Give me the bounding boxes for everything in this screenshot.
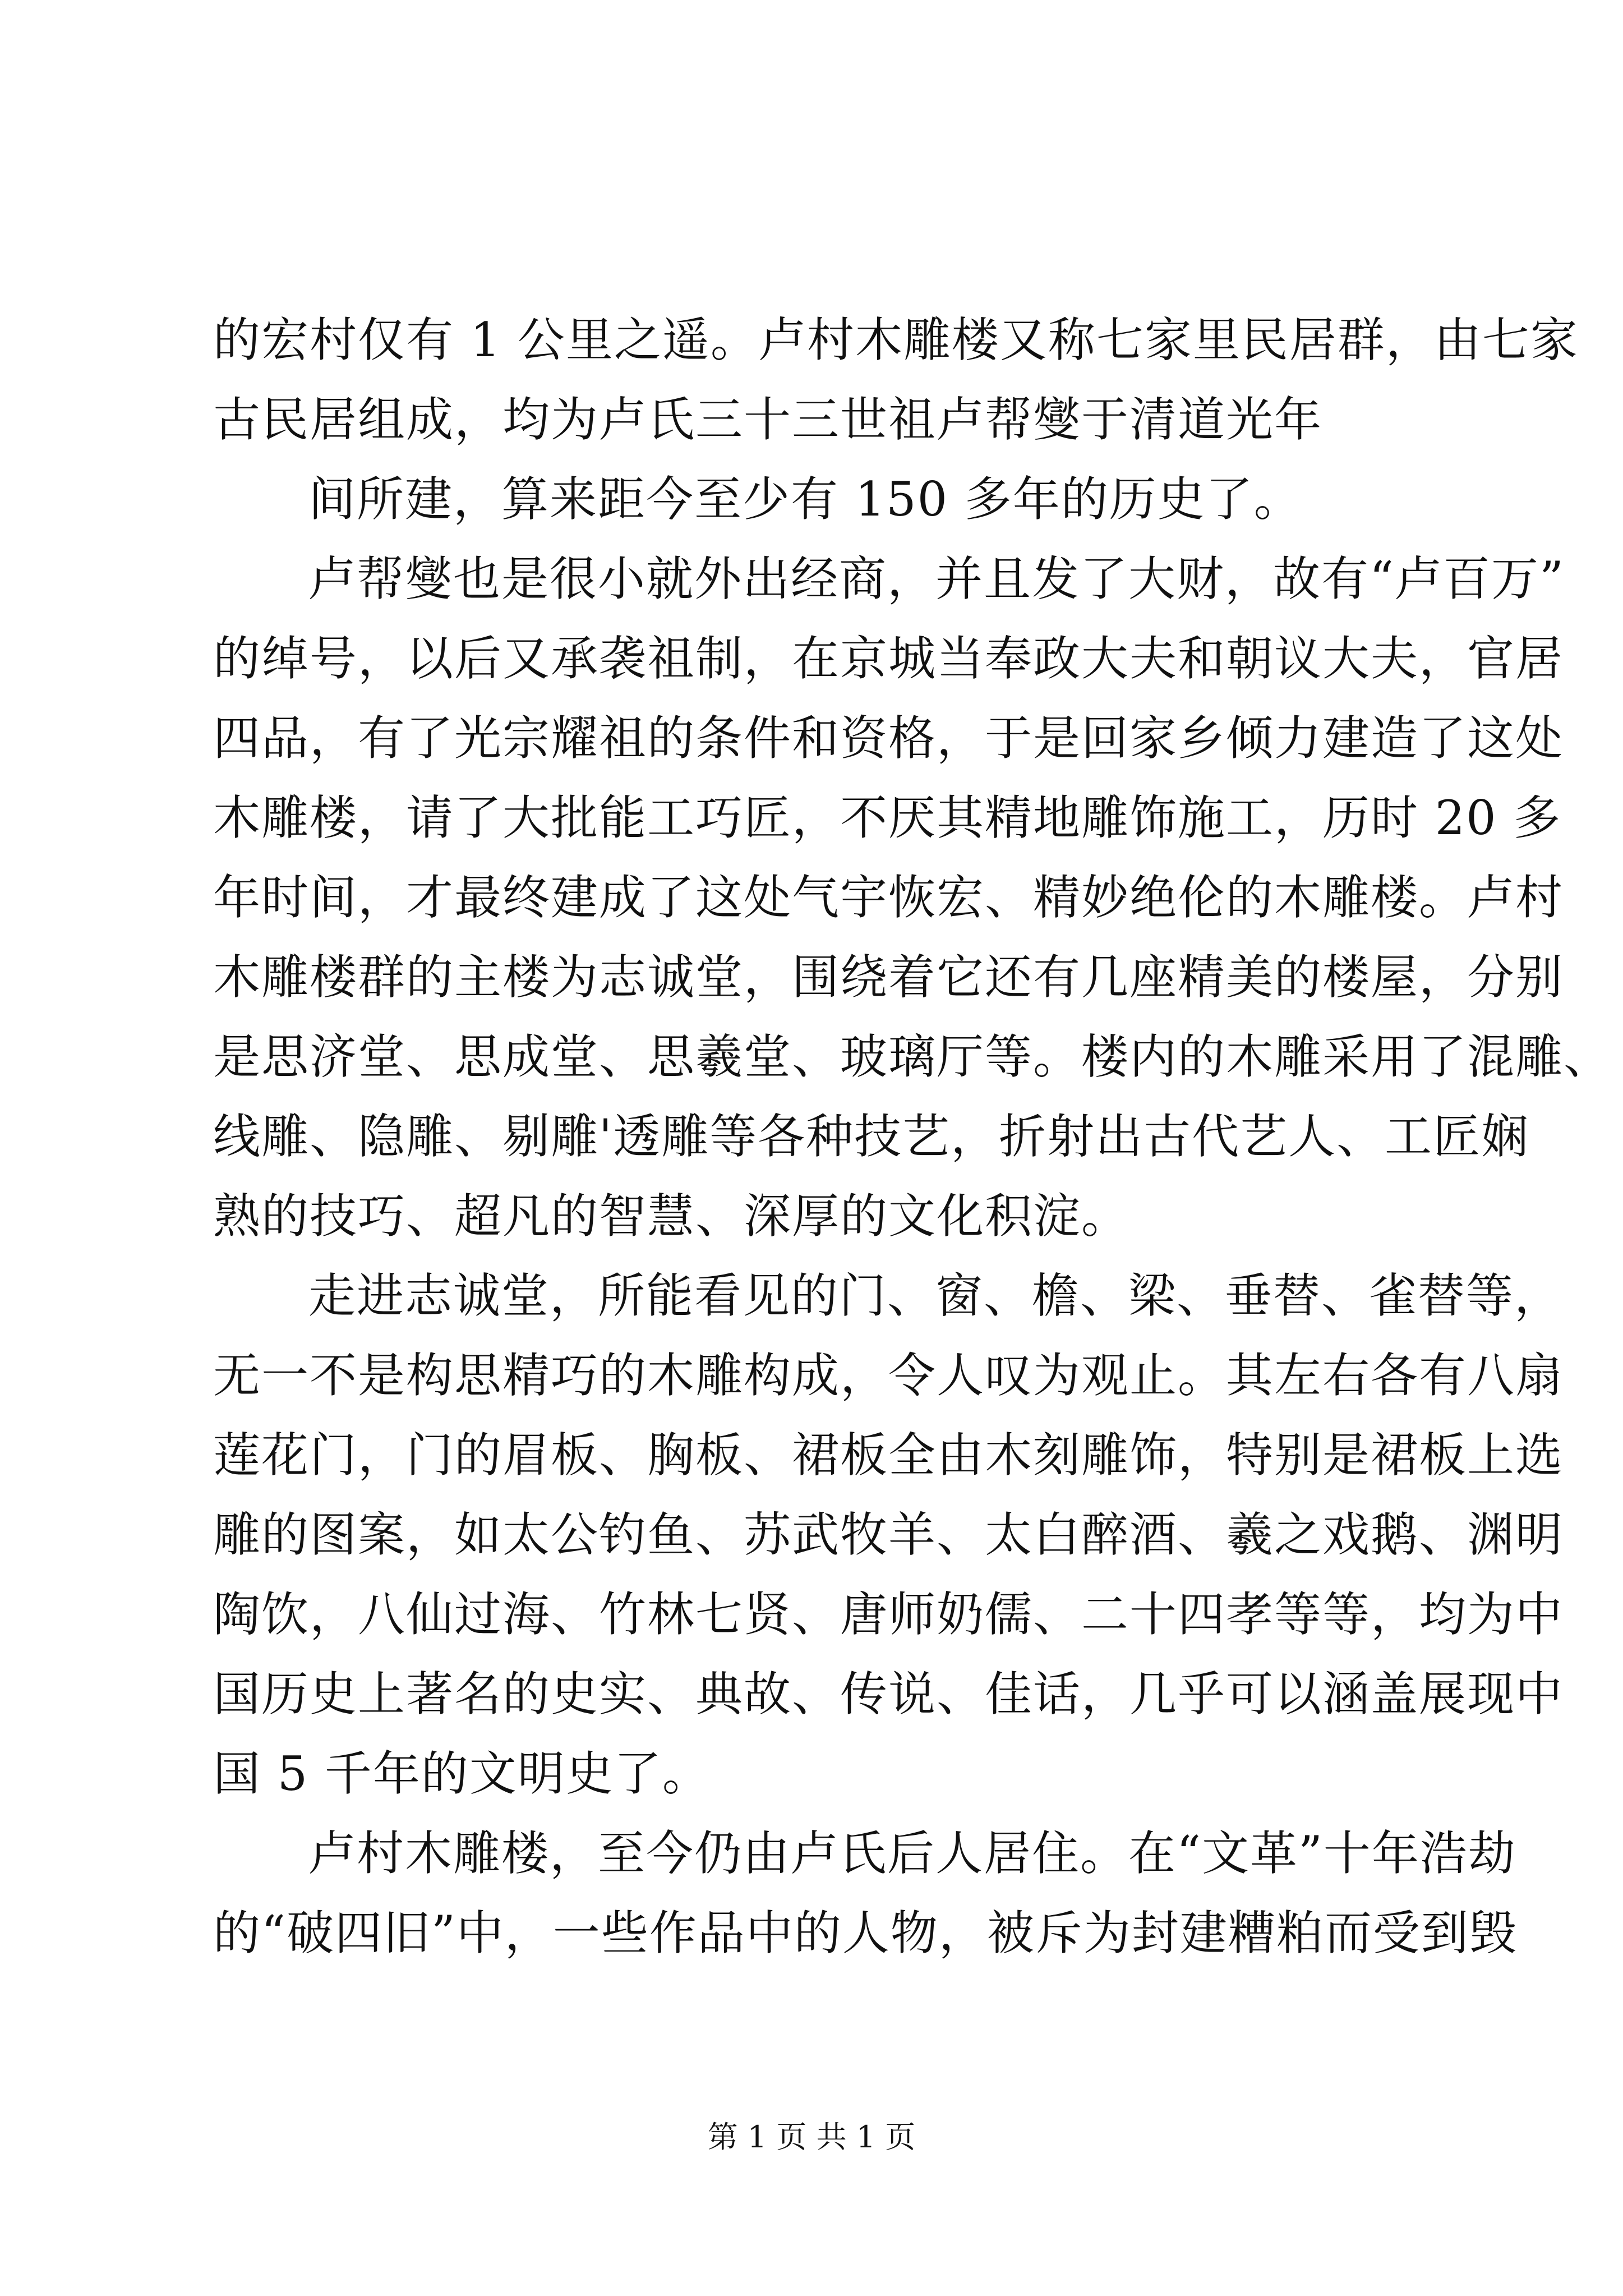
paragraph-start-line: 卢村木雕楼，至今仍由卢氏后人居住。在“文革”十年浩劫	[308, 1826, 1516, 1881]
text-line: 间所建，算来距今至少有 150 多年的历史了。	[308, 472, 1302, 527]
text-line: 木雕楼，请了大批能工巧匠，不厌其精地雕饰施工，历时 20 多	[213, 790, 1562, 845]
text-line: 年时间，才最终建成了这处气宇恢宏、精妙绝伦的木雕楼。卢村	[213, 870, 1564, 925]
text-line: 古民居组成，均为卢氏三十三世祖卢帮燮于清道光年	[213, 392, 1323, 447]
text-line: 线雕、隐雕、剔雕'透雕等各种技艺，折射出古代艺人、工匠娴	[213, 1109, 1530, 1164]
text-line: 莲花门，门的眉板、胸板、裙板全由木刻雕饰，特别是裙板上选	[213, 1428, 1564, 1483]
text-line: 无一不是构思精巧的木雕构成，令人叹为观止。其左右各有八扇	[213, 1348, 1564, 1403]
text-line: 的“破四旧”中，一些作品中的人物，被斥为封建糟粕而受到毁	[213, 1906, 1518, 1961]
text-line: 是思济堂、思成堂、思羲堂、玻璃厅等。楼内的木雕采用了混雕、	[213, 1029, 1612, 1084]
text-line: 四品，有了光宗耀祖的条件和资格，于是回家乡倾力建造了这处	[213, 711, 1564, 766]
paragraph-start-line: 卢帮燮也是很小就外出经商，并且发了大财，故有“卢百万”	[308, 551, 1565, 606]
text-line: 木雕楼群的主楼为志诚堂，围绕着它还有几座精美的楼屋，分别	[213, 950, 1564, 1005]
text-line: 的绰号，以后又承袭祖制，在京城当奉政大夫和朝议大夫，官居	[213, 631, 1564, 686]
text-line: 陶饮，八仙过海、竹林七贤、唐师奶儒、二十四孝等等，均为中	[213, 1587, 1564, 1642]
text-line: 熟的技巧、超凡的智慧、深厚的文化积淀。	[213, 1189, 1130, 1244]
body-text	[213, 300, 1612, 1973]
page-footer: 第 1 页 共 1 页	[707, 2119, 916, 2155]
paragraph-start-line: 走进志诚堂，所能看见的门、窗、檐、梁、垂替、雀替等，	[308, 1268, 1563, 1323]
text-line: 国历史上著名的史实、典故、传说、佳话，几乎可以涵盖展现中	[213, 1667, 1564, 1722]
text-line: 雕的图案，如太公钓鱼、苏武牧羊、太白醉酒、羲之戏鹅、渊明	[213, 1507, 1564, 1562]
text-line: 的宏村仅有 1 公里之遥。卢村木雕楼又称七家里民居群，由七家	[213, 312, 1579, 367]
text-line: 国 5 千年的文明史了。	[213, 1746, 711, 1801]
